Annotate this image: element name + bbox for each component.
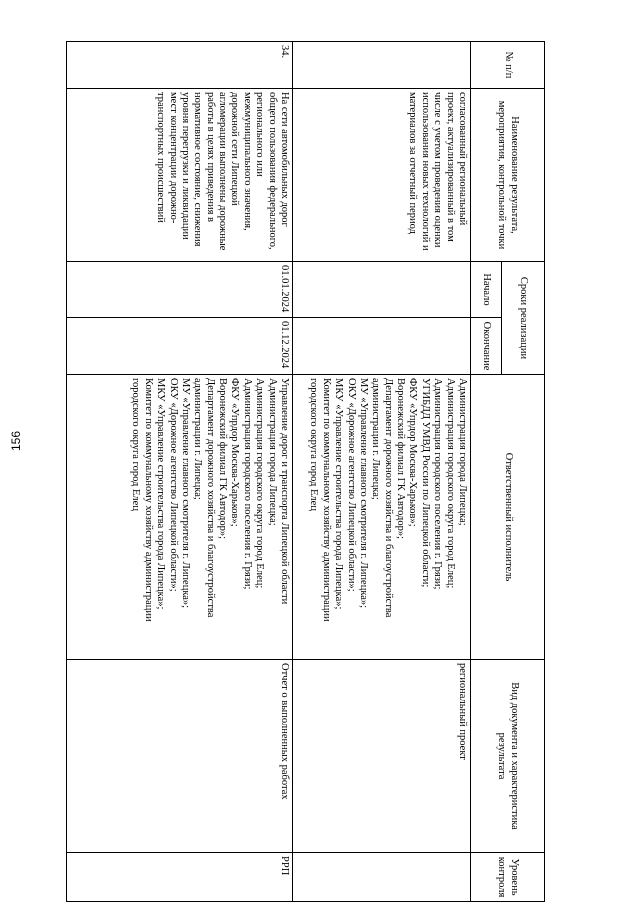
cell-executor: Управление дорог и транспорта Липецкой области Администрация города Липецка; Администрация городского округа город Елец; Администрация городского поселения г. Грязи; ФКУ «Упрдор Москва-Харьков»; Воронежский филиал ГК Автодор»; Департамент дорожного хозяйства и благоустройства администрации г. Липецка; МУ «Управление главного смотрителя г. Липецка»; ОКУ «Дорожное агентство Липецкой области»; МКУ «Управление строительства города Липецка»; Комитет по коммунальному хозяйству администрации городского округа город Елец bbox=[67, 375, 293, 660]
header-name: Наименование результата, мероприятия, контрольной точки bbox=[471, 89, 545, 262]
cell-num: 34. bbox=[67, 42, 293, 89]
plan-table bbox=[66, 41, 545, 902]
header-start: Начало bbox=[471, 262, 502, 318]
table-row bbox=[293, 42, 471, 902]
header-executor: Ответственный исполнитель bbox=[471, 375, 545, 660]
cell-level: РРП bbox=[67, 853, 293, 902]
header-terms: Сроки реализации bbox=[502, 262, 545, 375]
header-num: № п/п bbox=[471, 42, 545, 89]
table-row bbox=[67, 42, 293, 902]
cell-start: 01.01.2024 bbox=[67, 262, 293, 318]
cell-doc: Отчет о выполненных работах bbox=[67, 660, 293, 853]
cell-executor: Администрация города Липецка; Администрация городского округа город Елец; Администрация городского поселения г. Грязи; УГИБДД УМВД России по Липецкой области; ФКУ «Упрдор Москва-Харьков»; Воронежский филиал ГК Автодор»; Департамент дорожного хозяйства и благоустройства администрации г. Липецка; МУ «Управление главного смотрителя г. Липецка»; ОКУ «Дорожное агентство Липецкой области»; МКУ «Управление строительства города Липецка»; Комитет по коммунальному хозяйству администрации городского округа город Елец bbox=[293, 375, 471, 660]
cell-level bbox=[293, 853, 471, 902]
cell-end: 01.12.2024 bbox=[67, 318, 293, 375]
cell-doc: региональный проект bbox=[293, 660, 471, 853]
cell-name: согласованный региональный проект, актуализированный в том числе с учетом проведения оценки использования новых технологий и материалов за отчетный период bbox=[293, 89, 471, 262]
header-end: Окончание bbox=[471, 318, 502, 375]
page-number: 156 bbox=[9, 430, 23, 451]
header-level: Уровень контроля bbox=[471, 853, 545, 902]
header-doc: Вид документа и характеристика результата bbox=[471, 660, 545, 853]
cell-name: На сети автомобильных дорог общего пользования федерального, регионального или межмуниципального значения, дорожной сети Липецкой агломерации выполнены дорожные работы в целях приведения в нормативное состояние, снижения уровня перегрузки и ликвидации мест концентрации дорожно-транспортных происшествий bbox=[67, 89, 293, 262]
header-row bbox=[502, 42, 545, 902]
cell-end bbox=[293, 318, 471, 375]
cell-start bbox=[293, 262, 471, 318]
rotated-page bbox=[45, 41, 545, 901]
cell-num bbox=[293, 42, 471, 89]
